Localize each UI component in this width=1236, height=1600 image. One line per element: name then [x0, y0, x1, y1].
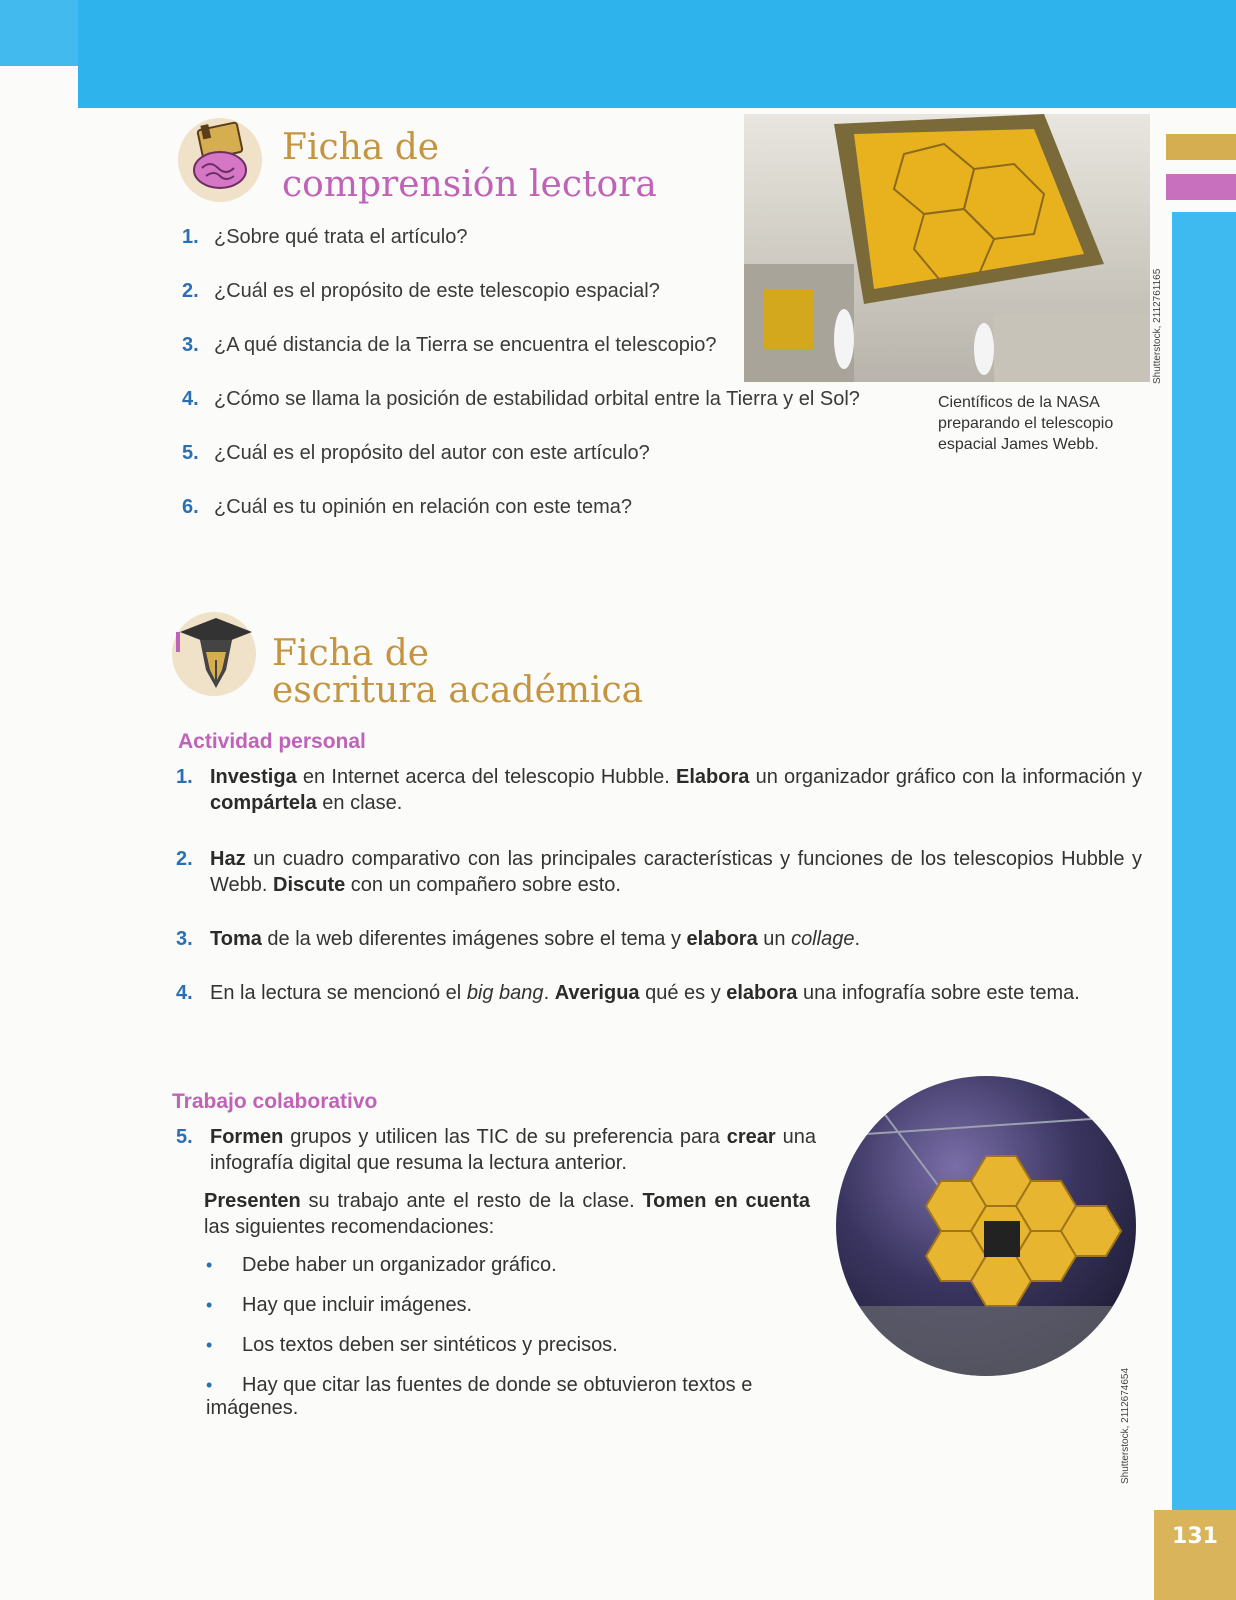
activity-5 [176, 1124, 816, 1176]
question-text: ¿Sobre qué trata el artículo? [214, 226, 468, 248]
question-text: ¿Cómo se llama la posición de estabilidad orbital entre la Tierra y el Sol? [214, 388, 860, 410]
bold-verb: Averigua [554, 982, 640, 1004]
question-text: ¿A qué distancia de la Tierra se encuentra el telescopio? [214, 334, 717, 356]
question-number: 2. [182, 280, 199, 302]
personal-activity-heading: Actividad personal [178, 730, 366, 753]
question-text: ¿Cuál es tu opinión en relación con este tema? [214, 496, 633, 518]
activity-number: 2. [176, 848, 193, 870]
writing-title-line2: escritura académica [272, 669, 644, 711]
bold-verb: Presenten [204, 1190, 301, 1212]
question-item [182, 496, 882, 550]
question-text: ¿Cuál es el propósito del autor con este artículo? [214, 442, 650, 464]
graduation-pen-icon [172, 612, 256, 696]
right-color-band [1172, 212, 1236, 1512]
activity-number: 5. [176, 1126, 193, 1148]
photo-credit: Shutterstock, 2112761165 [1152, 268, 1163, 384]
section-tab-gold [1166, 134, 1236, 160]
activity-text: En la lectura se mencionó el [210, 982, 467, 1004]
activity-text: grupos y utilicen las TIC de su preferencia para [283, 1126, 727, 1148]
activity-3 [176, 926, 1142, 952]
activity-text: . [854, 928, 861, 950]
activity-text: un organizador gráfico con la información y [749, 766, 1142, 788]
top-color-band [78, 0, 1236, 108]
webb-mirror-circle-photo [836, 1076, 1136, 1376]
activity-text: . [543, 982, 555, 1004]
bold-verb: elabora [726, 982, 798, 1004]
reading-title-line2: comprensión lectora [282, 163, 657, 205]
section-tab-pink [1166, 174, 1236, 200]
page-number: 131 [1172, 1524, 1218, 1549]
webb-telescope-photo [744, 114, 1150, 382]
reading-title-line1: Ficha de [282, 127, 440, 168]
brain-book-icon [178, 118, 262, 202]
question-number: 1. [182, 226, 199, 248]
page-number-box [1154, 1510, 1236, 1600]
question-number: 4. [182, 388, 199, 410]
writing-sheet-title [272, 633, 644, 711]
recommendation-item: • Hay que incluir imágenes. [206, 1294, 846, 1334]
photo-caption: Científicos de la NASA preparando el telescopio espacial James Webb. [938, 394, 1114, 453]
question-number: 5. [182, 442, 199, 464]
recommendations-list [206, 1254, 846, 1419]
activity-text: de la web diferentes imágenes sobre el tema y [261, 928, 687, 950]
recommendation-item: • Debe haber un organizador gráfico. [206, 1254, 846, 1294]
activity-text: las siguientes recomendaciones: [204, 1216, 495, 1238]
bold-verb: Elabora [676, 766, 750, 788]
bold-verb: Discute [273, 874, 346, 896]
question-item [182, 388, 882, 442]
activity-1 [176, 764, 1142, 816]
bold-verb: Tomen en cuenta [642, 1190, 810, 1212]
activity-number: 4. [176, 982, 193, 1004]
activity-number: 1. [176, 766, 193, 788]
bold-verb: Formen [210, 1126, 284, 1148]
bold-verb: Toma [210, 928, 262, 950]
bold-verb: crear [726, 1126, 776, 1148]
activity-text: en clase. [316, 792, 403, 814]
top-color-band-edge [0, 0, 78, 66]
activity-4 [176, 980, 1142, 1006]
question-number: 3. [182, 334, 199, 356]
bold-verb: Investiga [210, 766, 297, 788]
writing-title-line1: Ficha de [272, 633, 430, 674]
activity-2 [176, 846, 1142, 898]
question-item [182, 442, 882, 496]
activity-text: con un compañero sobre esto. [345, 874, 621, 896]
bold-verb: elabora [686, 928, 758, 950]
activity-text: en Internet acerca del telescopio Hubble. [296, 766, 677, 788]
activity-text: su trabajo ante el resto de la clase. [300, 1190, 643, 1212]
activity-text: una infografía digital que resuma la lectura anterior. [210, 1126, 816, 1174]
italic-term: collage [791, 928, 855, 950]
reading-sheet-title [282, 127, 657, 205]
question-number: 6. [182, 496, 199, 518]
activity-text: qué es y [639, 982, 727, 1004]
activity-text: un [757, 928, 792, 950]
activity-number: 3. [176, 928, 193, 950]
bold-verb: compártela [210, 792, 317, 814]
activity-5-continued [204, 1188, 810, 1240]
recommendation-item: • Hay que citar las fuentes de donde se obtuvieron textos e imágenes. [206, 1374, 846, 1414]
bold-verb: Haz [210, 848, 246, 870]
question-text: ¿Cuál es el propósito de este telescopio espacial? [214, 280, 660, 302]
activity-text: un cuadro comparativo con las principales características y funciones de los telescopios Hubble y Webb. [210, 848, 1142, 896]
recommendation-item: • Los textos deben ser sintéticos y precisos. [206, 1334, 846, 1374]
collaborative-work-heading: Trabajo colaborativo [172, 1090, 378, 1113]
circle-photo-credit: Shutterstock, 2112674654 [1120, 1367, 1131, 1484]
italic-term: big bang [466, 982, 544, 1004]
activity-text: una infografía sobre este tema. [797, 982, 1080, 1004]
